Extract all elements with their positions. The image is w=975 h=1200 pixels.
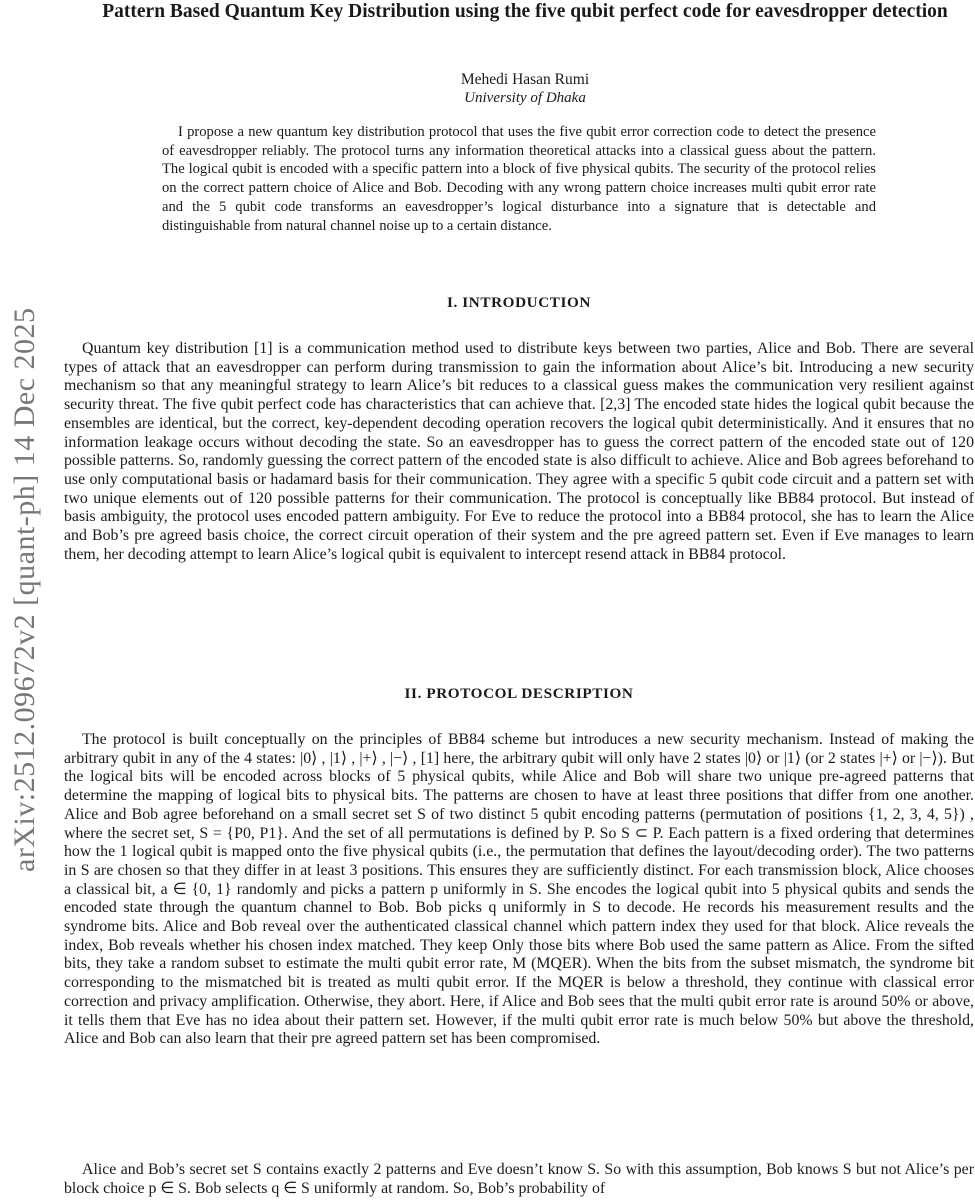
arxiv-stamp: arXiv:2512.09672v2 [quant-ph] 14 Dec 2025 bbox=[8, 307, 41, 872]
author-affiliation: University of Dhaka bbox=[464, 90, 586, 106]
paper-title: Pattern Based Quantum Key Distribution using the five qubit perfect code for eavesdropper detection bbox=[102, 1, 948, 22]
protocol-paragraph-1: The protocol is built conceptually on the principles of BB84 scheme but introduces a new security mechanism. Instead of making the arbitrary qubit in any of the 4 states: |0⟩ , |1⟩ , |+⟩ , |−⟩ , [1] here, the arbitrary qubit will only have 2 states |0⟩ or |1⟩ (or 2 states |+⟩ or |−⟩). But the logical bits will be encoded across blocks of 5 physical qubits, while Alice and Bob will share two unique pre-agreed patterns that determine the mapping of logical bits to physical bits. The patterns are chosen to have at least three positions that differ from one another. Alice and Bob agree beforehand on a small secret set S of two distinct 5 qubit encoding patterns (permutation of positions {1, 2, 3, 4, 5}) , where the secret set, S = {P0, P1}. And the set of all permutations is defined by P. So S ⊂ P. Each pattern is a fixed ordering that determines how the 1 logical qubit is mapped onto the five physical qubits (i.e., the permutation that defines the layout/decoding order). The two patterns in S are chosen so that they differ in at least 3 positions. This ensures they are sufficiently distinct. For each transmission block, Alice chooses a classical bit, a ∈ {0, 1} randomly and picks a pattern p uniformly in S. She encodes the logical qubit into 5 physical qubits and sends the encoded state through the quantum channel to Bob. Bob picks q uniformly in S to decode. He records his measurement results and the syndrome bits. Alice and Bob reveal over the authenticated classical channel which pattern index they used for that block. Alice reveals the index, Bob reveals whether his chosen index matched. They keep Only those bits where Bob used the same pattern as Alice. From the sifted bits, they take a random subset to estimate the multi qubit error rate, M (MQER). When the bits from the subset mismatch, the syndrome bit corresponding to the mismatched bit is treated as multi qubit error. If the MQER is below a threshold, they continue with classical error correction and privacy amplification. Otherwise, they abort. Here, if Alice and Bob sees that the multi qubit error rate is around 50% or above, it tells them that Eve has no idea about their pattern set. However, if the multi qubit error rate is much below 50% but above the threshold, Alice and Bob can also learn that their pre agreed pattern set has been compromised. bbox=[64, 731, 974, 1048]
abstract: I propose a new quantum key distribution protocol that uses the five qubit error correction code to detect the presence of eavesdropper reliably. The protocol turns any information theoretical attacks into a classical guess about the pattern. The logical qubit is encoded with a specific pattern into a block of five physical qubits. The security of the protocol relies on the correct pattern choice of Alice and Bob. Decoding with any wrong pattern choice increases multi qubit error rate and the 5 qubit code transforms an eavesdropper’s logical disturbance into a signature that is detectable and distinguishable from natural channel noise up to a certain distance. bbox=[162, 124, 876, 234]
author-name: Mehedi Hasan Rumi bbox=[460, 71, 590, 88]
section-heading-introduction: I. INTRODUCTION bbox=[446, 294, 592, 311]
introduction-paragraph: Quantum key distribution [1] is a communication method used to distribute keys between two parties, Alice and Bob. There are several types of attack that an eavesdropper can perform during transmission to gain the information about Alice’s bit. Introducing a new security mechanism so that any meaningful strategy to learn Alice’s bit reduces to a classical guess makes the communication very resilient against security threat. The five qubit perfect code has characteristics that can achieve that. [2,3] The encoded state hides the logical qubit because the ensembles are identical, but the correct, key-dependent decoding operation recovers the logical qubit deterministically. And it ensures that no information leakage occurs without decoding the state. So an eavesdropper has to guess the correct pattern of the encoded state out of 120 possible patterns. So, randomly guessing the correct pattern of the encoded state is also difficult to achieve. Alice and Bob agrees beforehand to use only computational basis or hadamard basis for their communication. They agree with a specific 5 qubit code circuit and a pattern set with two unique elements out of 120 possible patterns for their communication. The protocol is conceptually like BB84 protocol. But instead of basis ambiguity, the protocol uses encoded pattern ambiguity. For Eve to reduce the protocol into a BB84 protocol, she has to learn the Alice and Bob’s pre agreed basis choice, the correct circuit operation of their system and the pre agreed pattern set. Even if Eve manages to learn them, her decoding attempt to learn Alice’s logical qubit is equivalent to intercept resend attack in BB84 protocol. bbox=[64, 340, 975, 563]
section-heading-protocol: II. PROTOCOL DESCRIPTION bbox=[404, 685, 634, 702]
protocol-paragraph-2: Alice and Bob’s secret set S contains exactly 2 patterns and Eve doesn’t know S. So with this assumption, Bob knows S but not Alice’s per block choice p ∈ S. Bob selects q ∈ S uniformly at random. So, Bob’s probability of bbox=[64, 1161, 974, 1197]
